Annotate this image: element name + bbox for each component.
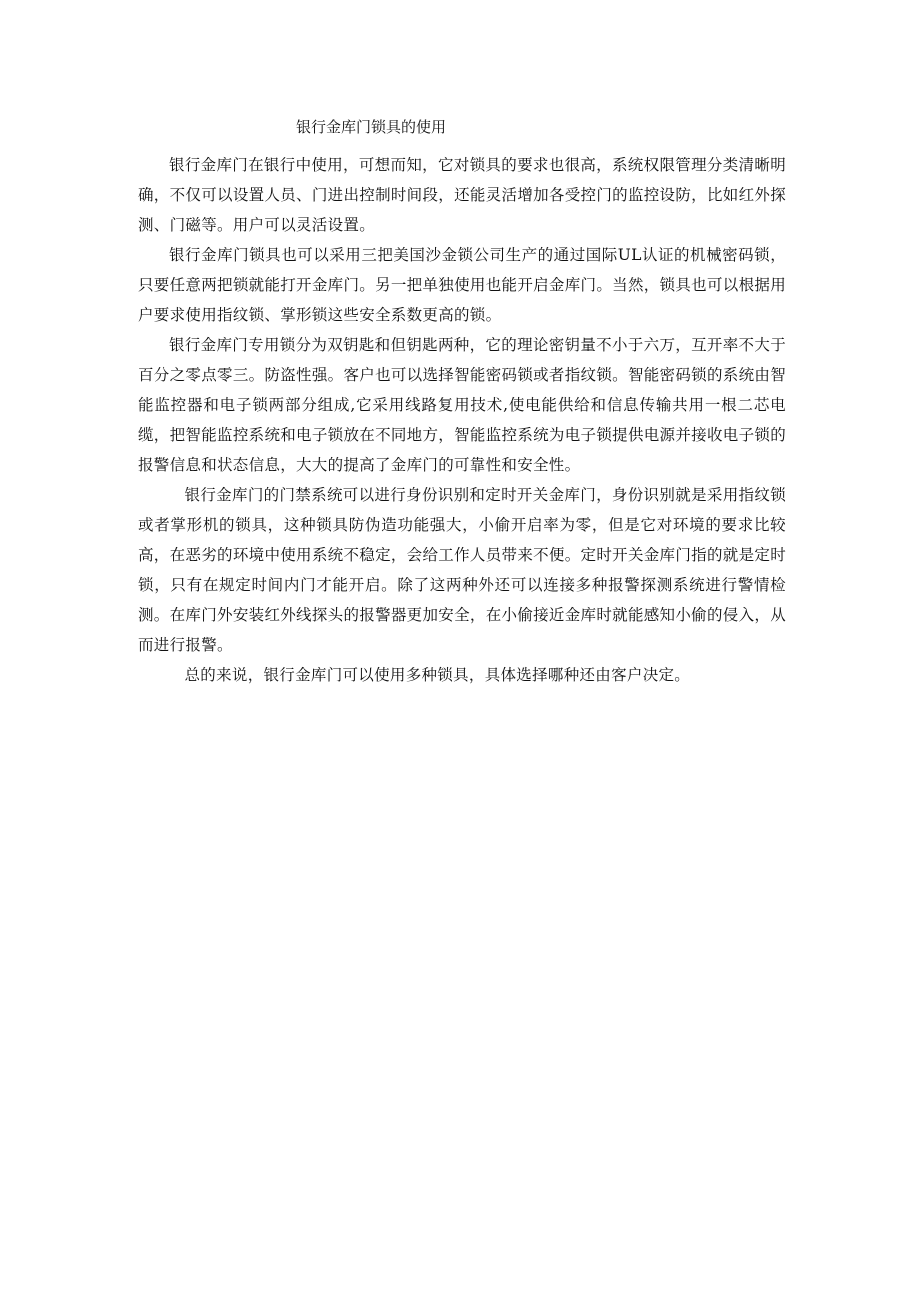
document-title: 银行金库门锁具的使用 bbox=[296, 118, 447, 136]
paragraph-2: 银行金库门锁具也可以采用三把美国沙金锁公司生产的通过国际UL认证的机械密码锁，只要任意两把锁就能打开金库门。另一把单独使用也能开启金库门。当然，锁具也可以根据用户要求使用指纹锁、掌形锁这些安全系数更高的锁。 bbox=[138, 246, 786, 324]
paragraph-5: 总的来说，银行金库门可以使用多种锁具，具体选择哪种还由客户决定。 bbox=[184, 666, 691, 684]
paragraph-3: 银行金库门专用锁分为双钥匙和但钥匙两种，它的理论密钥量不小于六万，互开率不大于百分之零点零三。防盗性强。客户也可以选择智能密码锁或者指纹锁。智能密码锁的系统由智能监控器和电子锁两部分组成,它采用线路复用技术,使电能供给和信息传输共用一根二芯电缆，把智能监控系统和电子锁放在不同地方，智能监控系统为电子锁提供电源并接收电子锁的报警信息和状态信息，大大的提高了金库门的可靠性和安全性。 bbox=[138, 336, 786, 474]
paragraph-1: 银行金库门在银行中使用，可想而知，它对锁具的要求也很高，系统权限管理分类清晰明确，不仅可以设置人员、门进出控制时间段，还能灵活增加各受控门的监控设防，比如红外探测、门磁等。用户可以灵活设置。 bbox=[138, 156, 786, 234]
document-body bbox=[138, 150, 786, 690]
paragraph-4: 银行金库门的门禁系统可以进行身份识别和定时开关金库门，身份识别就是采用指纹锁或者掌形机的锁具，这种锁具防伪造功能强大，小偷开启率为零，但是它对环境的要求比较高，在恶劣的环境中使用系统不稳定，会给工作人员带来不便。定时开关金库门指的就是定时锁，只有在规定时间内门才能开启。除了这两种外还可以连接多种报警探测系统进行警情检测。在库门外安装红外线探头的报警器更加安全，在小偷接近金库时就能感知小偷的侵入，从而进行报警。 bbox=[138, 486, 786, 654]
